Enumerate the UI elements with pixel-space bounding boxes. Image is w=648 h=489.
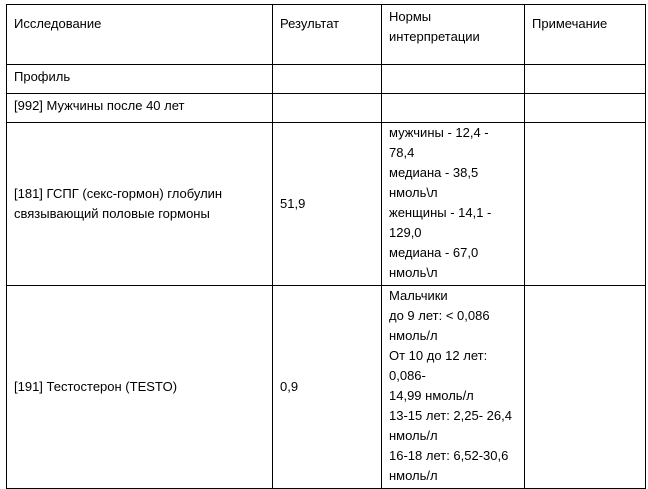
cell-norms <box>382 286 525 489</box>
header-norms <box>382 5 525 65</box>
cell-note <box>525 286 646 489</box>
cell-study: Профиль <box>7 65 273 94</box>
norm-line: нмоль\л <box>389 265 438 280</box>
cell-result: 51,9 <box>273 123 382 286</box>
norm-line: 0,086- <box>389 368 426 383</box>
norm-line: 129,0 <box>389 225 422 240</box>
header-norms-line: Нормы <box>389 9 432 24</box>
cell-study: [191] Тестостерон (TESTO) <box>7 286 273 489</box>
table-row-profile <box>7 65 646 94</box>
norm-line: 16-18 лет: 6,52-30,6 <box>389 448 509 463</box>
norm-line: мужчины - 12,4 - <box>389 125 489 140</box>
cell-norms <box>382 94 525 123</box>
norm-line: до 9 лет: < 0,086 <box>389 308 490 323</box>
lab-results-table <box>6 4 646 489</box>
cell-note <box>525 65 646 94</box>
header-row <box>7 5 646 65</box>
header-norms-line: интерпретации <box>389 29 480 44</box>
header-result: Результат <box>273 5 382 65</box>
cell-result <box>273 65 382 94</box>
norm-line: нмоль\л <box>389 185 438 200</box>
norm-line: 78,4 <box>389 145 415 160</box>
norm-line: нмоль/л <box>389 428 438 443</box>
norm-line: нмоль/л <box>389 328 438 343</box>
cell-note <box>525 123 646 286</box>
norm-line: 13-15 лет: 2,25- 26,4 <box>389 408 512 423</box>
norm-line: женщины - 14,1 - <box>389 205 492 220</box>
norm-line: Мальчики <box>389 288 448 303</box>
cell-norms <box>382 65 525 94</box>
cell-note <box>525 94 646 123</box>
norm-line: 14,99 нмоль/л <box>389 388 474 403</box>
table-row-men-40 <box>7 94 646 123</box>
norm-line: нмоль/л <box>389 468 438 483</box>
cell-norms <box>382 123 525 286</box>
table-row-testosterone <box>7 286 646 489</box>
norm-line: От 10 до 12 лет: <box>389 348 488 363</box>
cell-result: 0,9 <box>273 286 382 489</box>
header-note: Примечание <box>525 5 646 65</box>
norm-line: медиана - 67,0 <box>389 245 479 260</box>
table-row-shbg <box>7 123 646 286</box>
norm-line: медиана - 38,5 <box>389 165 479 180</box>
header-study: Исследование <box>7 5 273 65</box>
cell-study: [181] ГСПГ (секс-гормон) глобулин связывающий половые гормоны <box>7 123 273 286</box>
cell-result <box>273 94 382 123</box>
cell-study: [992] Мужчины после 40 лет <box>7 94 273 123</box>
